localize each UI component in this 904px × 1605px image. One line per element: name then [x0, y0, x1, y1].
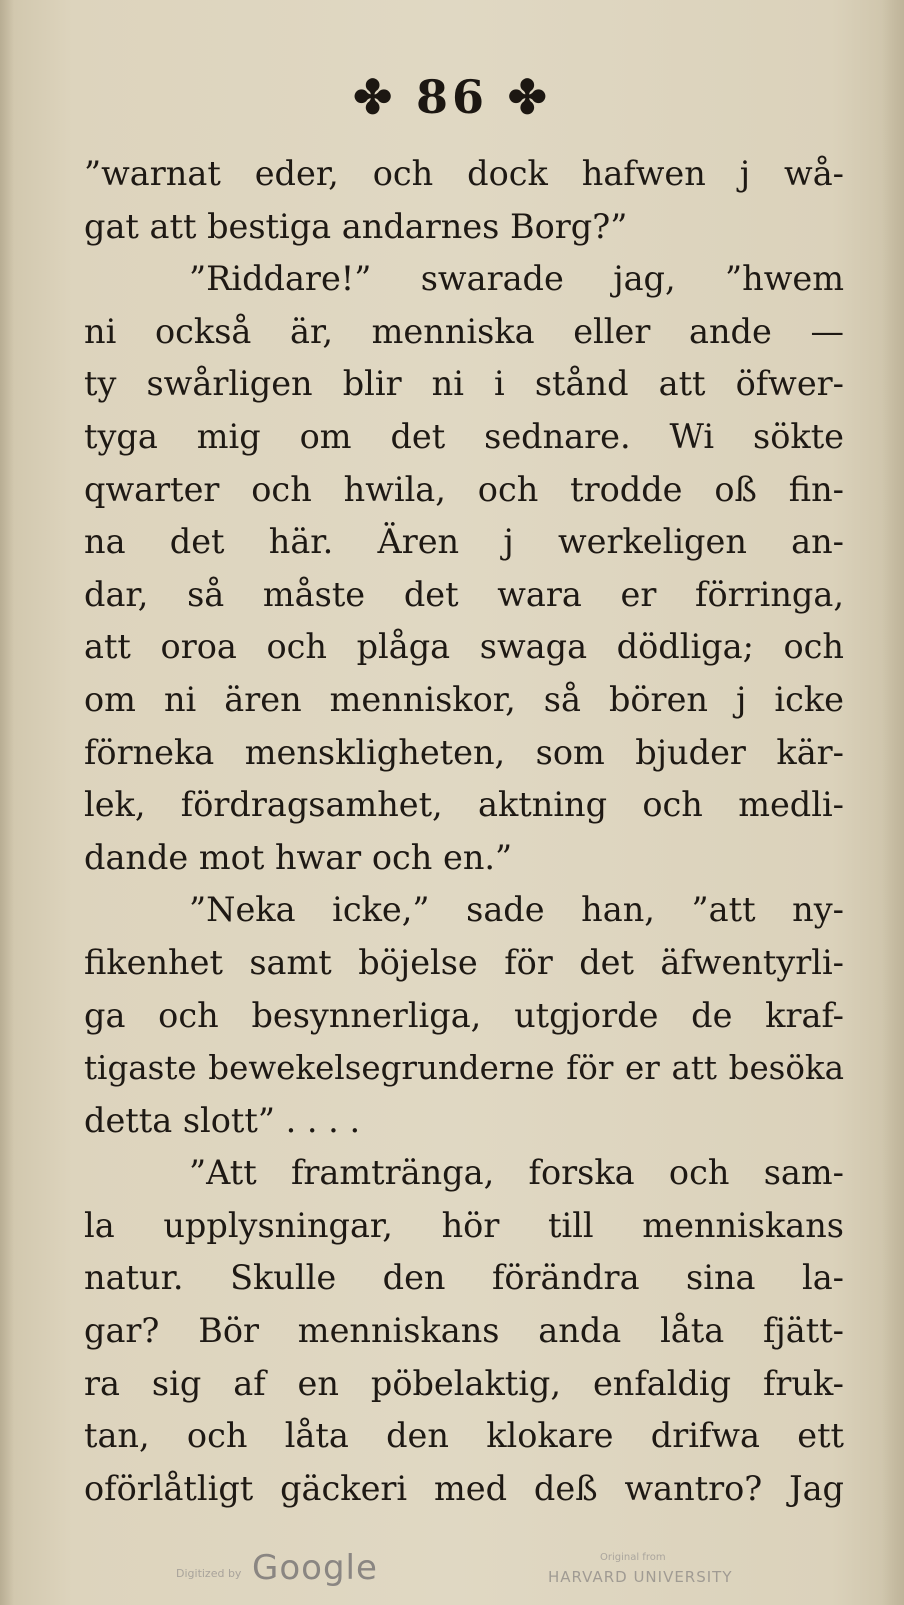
text-line: na det här. Ären j werkeligen an- — [84, 522, 844, 562]
text-line: gat att bestiga andarnes Borg?” — [84, 206, 628, 246]
text-line: tan, och låta den klokare drifwa ett — [84, 1416, 844, 1456]
body-text — [84, 148, 844, 1515]
text-line: qwarter och hwila, och trodde oß fin- — [84, 469, 844, 509]
text-line: förneka menskligheten, som bjuder kär- — [84, 732, 844, 772]
text-line: ni också är, menniska eller ande — — [84, 311, 844, 351]
text-line: ty swårligen blir ni i stånd att öfwer- — [84, 364, 844, 404]
text-line: dar, så måste det wara er förringa, — [84, 574, 844, 614]
text-line: ”Riddare!” swarade jag, ”hwem — [189, 259, 844, 299]
text-line: gar? Bör menniskans anda låta fjätt- — [84, 1311, 844, 1351]
text-line: om ni ären menniskor, så bören j icke — [84, 679, 844, 719]
watermark-prefix: Digitized by — [176, 1567, 242, 1580]
text-line: la upplysningar, hör till menniskans — [84, 1205, 844, 1245]
text-line: natur. Skulle den förändra sina la- — [84, 1258, 844, 1298]
text-line: fikenhet samt böjelse för det äfwentyrli- — [84, 942, 844, 982]
text-line: tigaste bewekelsegrunderne för er att besöka — [84, 1049, 844, 1088]
text-line: lek, fördragsamhet, aktning och medli- — [84, 785, 844, 825]
text-line: detta slott” . . . . — [84, 1100, 361, 1140]
watermark-institution: HARVARD UNIVERSITY — [548, 1568, 733, 1586]
text-line: ”warnat eder, och dock hafwen j wå- — [84, 154, 844, 193]
watermark-original-from: Original from — [600, 1552, 666, 1563]
text-line: ”Neka icke,” sade han, ”att ny- — [189, 890, 844, 930]
text-line: dande mot hwar och en.” — [84, 837, 513, 877]
text-line: ra sig af en pöbelaktig, enfaldig fruk- — [84, 1363, 844, 1403]
google-watermark-logo: Google — [252, 1548, 378, 1588]
text-line: ”Att framtränga, forska och sam- — [189, 1153, 844, 1193]
text-line: att oroa och plåga swaga dödliga; och — [84, 627, 844, 667]
page-edge-right — [882, 0, 904, 1605]
text-line: ga och besynnerliga, utgjorde de kraf- — [84, 995, 844, 1035]
page-edge-left — [0, 0, 14, 1605]
page-header: ✤ 86 ✤ — [353, 70, 551, 124]
text-line: tyga mig om det sednare. Wi sökte — [84, 416, 844, 456]
text-line: oförlåtligt gäckeri med deß wantro? Jag — [84, 1468, 844, 1508]
